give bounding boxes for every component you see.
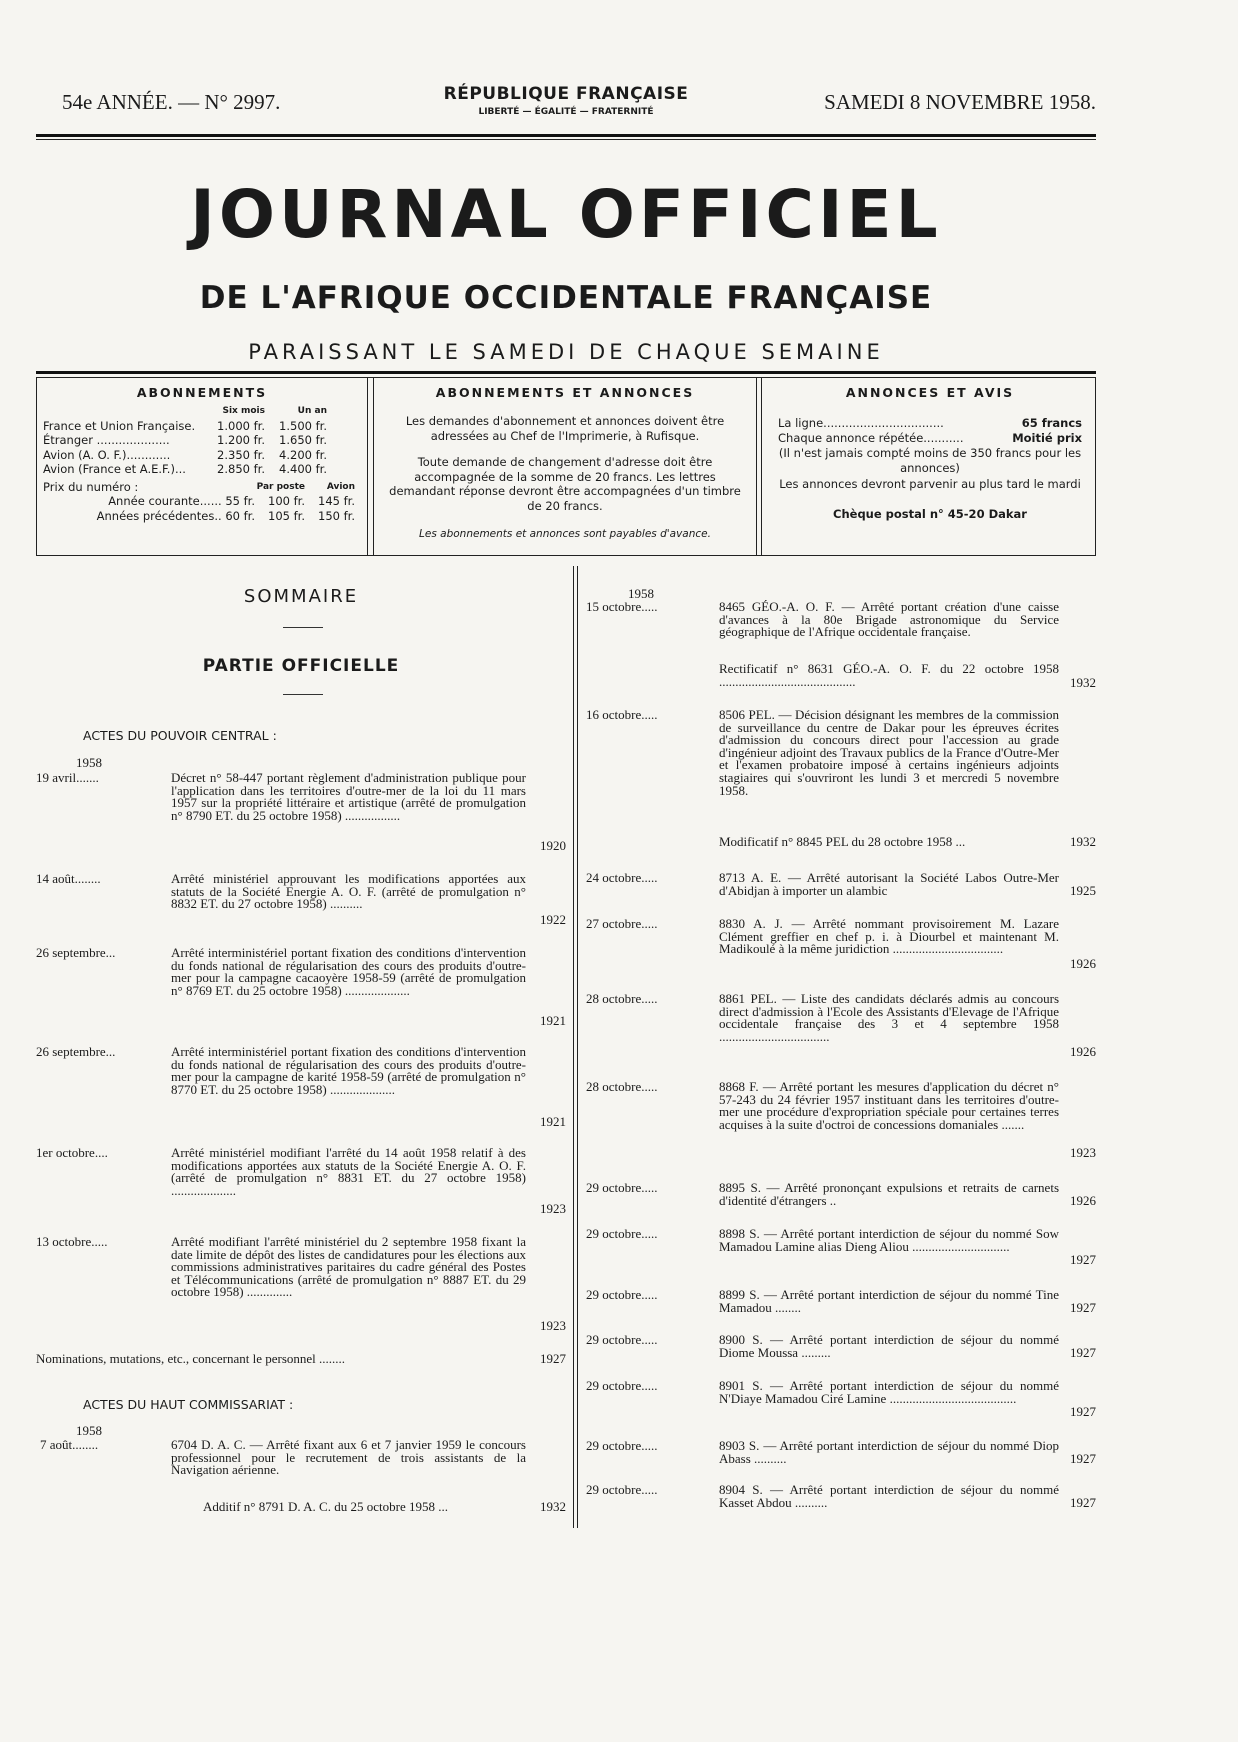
header-rule [36, 134, 1096, 137]
sommaire-rule [283, 627, 323, 628]
sommaire-entry: 28 octobre..... 8861 PEL. — Liste des candidats déclarés admis au concours direct d'admission à l'Ecole des Assistants d'Elevage de l'Afrique occidentale française des 3 et 4 septembre 1958 .................................. 1926 [586, 991, 1096, 1059]
republic-label: RÉPUBLIQUE FRANÇAISE [443, 84, 689, 104]
tagline-rule [36, 371, 1096, 374]
partie-officielle-heading: PARTIE OFFICIELLE [202, 656, 400, 676]
cheque-postal: Chèque postal n° 45-20 Dakar [833, 506, 1027, 521]
sommaire-entry: 26 septembre... Arrêté interministériel portant fixation des conditions d'intervention du fonds national de régularisation des cours des produits d'outre-mer pour la campagne de karité 1958-59 (arrêté de promulgation n° 8770 ET. du 25 octobre 1958) .................... 1921 [36, 1044, 566, 1129]
col-par-poste: Par poste [256, 481, 305, 492]
col-avion: Avion [326, 481, 355, 492]
sommaire-entry: 13 octobre..... Arrêté modifiant l'arrêté ministériel du 2 septembre 1958 fixant la date limite de dépôt des listes de candidatures pour les élections aux commissions administratives paritaires du cadre général des Postes et Télécommunications (arrêté de promulgation n° 8887 ET. du 29 octobre 1958) .............. 1923 [36, 1234, 566, 1333]
price-row: Années précédentes.. 60 fr. 105 fr. 150 fr. [96, 508, 355, 523]
ligne-label: La ligne................................. [778, 416, 944, 430]
sommaire-entry: 27 octobre..... 8830 A. J. — Arrêté nommant provisoirement M. Lazare Clément greffier en chef p. i. à Diourbel et maintenant M. Madikoulé à la même juridiction .................................. 1926 [586, 916, 1096, 971]
address-paragraph: Les demandes d'abonnement et annonces doivent être adressées au Chef de l'Imprimerie, à Rufisque. [405, 414, 725, 443]
price-row: France et Union Française. 1.000 fr. 1.500 fr. [43, 418, 327, 433]
col-six-mois: Six mois [222, 406, 265, 416]
sommaire-entry: 29 octobre..... 8898 S. — Arrêté portant interdiction de séjour du nommé Sow Mamadou Lamine alias Dieng Aliou .............................. 1927 [586, 1226, 1096, 1267]
price-row: Avion (A. O. F.)............ 2.350 fr. 4.200 fr. [43, 447, 327, 462]
sommaire-entry: 1er octobre.... Arrêté ministériel modifiant l'arrêté du 14 août 1958 relatif à des modifications apportées aux statuts de la Société Energie A. O. F. (arrêté de promulgation n° 8831 ET. du 27 octobre 1958) .................... 1923 [36, 1145, 566, 1216]
column-divider [573, 566, 574, 1528]
journal-subtitle: DE L'AFRIQUE OCCIDENTALE FRANÇAISE [199, 280, 933, 316]
abonnements-column [37, 378, 368, 555]
sommaire-entry: 28 octobre..... 8868 F. — Arrêté portant les mesures d'application du décret n° 57-243 du 24 février 1957 instituant dans les territoires d'outre-mer une procédure d'expropriation spéciale pour certaines terres acquises à la suite d'octroi de concessions domaniales ....... 1923 [586, 1079, 1096, 1160]
year-label: 1958 [628, 586, 654, 601]
section-pouvoir-central: ACTES DU POUVOIR CENTRAL : [83, 728, 277, 743]
sommaire-entry: 29 octobre..... 8904 S. — Arrêté portant interdiction de séjour du nommé Kasset Abdou .......... 1927 [586, 1482, 1096, 1510]
price-row: Avion (France et A.E.F.)... 2.850 fr. 4.400 fr. [43, 462, 327, 476]
ligne-price: 65 francs [1021, 416, 1082, 430]
year-label: 1958 [76, 1423, 102, 1438]
col-un-an: Un an [297, 406, 327, 416]
motto: LIBERTÉ — ÉGALITÉ — FRATERNITÉ [478, 107, 654, 117]
sommaire-entry: 19 avril....... Décret n° 58-447 portant règlement d'administration publique pour l'application dans les territoires d'outre-mer de la loi du 11 mars 1957 sur la propriété littéraire et artistique (arrêté de promulgation n° 8790 ET. du 25 octobre 1958) ................. 1920 [36, 770, 566, 853]
section-haut-commissariat: ACTES DU HAUT COMMISSARIAT : [83, 1397, 294, 1412]
price-row: Année courante...... 55 fr. 100 fr. 145 fr. [108, 494, 355, 508]
nominations-entry: Nominations, mutations, etc., concernant le personnel ........ 1927 [36, 1351, 566, 1366]
issue-date: SAMEDI 8 NOVEMBRE 1958. [824, 90, 1096, 114]
sommaire-entry: 26 septembre... Arrêté interministériel portant fixation des conditions d'intervention du fonds national de régularisation des cours des produits d'outre-mer pour la campagne cacaoyère 1958-59 (arrêté de promulgation n° 8769 ET. du 25 octobre 1958) .................... 1921 [36, 945, 566, 1028]
deadline-note: Les annonces devront parvenir au plus tard le mardi [779, 477, 1081, 491]
sommaire-entry: 15 octobre..... 8465 GÉO.-A. O. F. — Arrêté portant création d'une caisse d'avances à la 80e Brigade astronomique du Service géographique de l'Afrique occidentale française. Rectificatif n° 8631 GÉO.-A. O. F. du 22 octobre 1958 .......................................... 1932 [586, 599, 1096, 690]
prix-numero-label: Prix du numéro : [43, 479, 139, 494]
sommaire-entry: 29 octobre..... 8895 S. — Arrêté prononçant expulsions et retraits de carnets d'identité d'étrangers .. 1926 [586, 1180, 1096, 1208]
sommaire-heading: SOMMAIRE [243, 586, 359, 607]
abonnements-heading: ABONNEMENTS [136, 385, 268, 400]
annonces-avis-column [761, 378, 1098, 555]
sommaire-entry: 29 octobre..... 8901 S. — Arrêté portant interdiction de séjour du nommé N'Diaye Mamadou Ciré Lamine ....................................... 1927 [586, 1378, 1096, 1419]
payment-note: Les abonnements et annonces sont payables d'avance. [419, 528, 711, 540]
subscription-box [36, 377, 1096, 556]
sommaire-entry: 7 août........ 6704 D. A. C. — Arrêté fixant aux 6 et 7 janvier 1959 le concours professionnel pour le recrutement de trois assistants de la Navigation aérienne. Additif n° 8791 D. A. C. du 25 octobre 1958 ... 1932 [40, 1437, 566, 1514]
journal-tagline: PARAISSANT LE SAMEDI DE CHAQUE SEMAINE [248, 340, 884, 364]
journal-title: JOURNAL OFFICIEL [190, 176, 942, 253]
abonnements-annonces-heading: ABONNEMENTS ET ANNONCES [435, 385, 695, 400]
repetee-label: Chaque annonce répétée........... [778, 431, 964, 445]
minimum-note: (Il n'est jamais compté moins de 350 francs pour les annonces) [778, 446, 1082, 475]
sommaire-entry: 16 octobre..... 8506 PEL. — Décision désignant les membres de la commission de surveillance du centre de Dakar pour les épreuves écrites d'admission du concours direct pour l'accession au grade d'ingénieur adjoint des Travaux publics de la France d'Outre-Mer et l'examen probatoire imposé à certains ingénieurs adjoints stagiaires qui s'ouvriront les lundi 3 et mercredi 5 novembre 1958. Modificatif n° 8845 PEL du 28 octobre 1958 ... 1932 [586, 707, 1096, 849]
sommaire-entry: 24 octobre..... 8713 A. E. — Arrêté autorisant la Société Labos Outre-Mer d'Abidjan à importer un alambic 1925 [586, 870, 1096, 898]
issue-number: 54e ANNÉE. — N° 2997. [62, 90, 281, 114]
sommaire-entry: 29 octobre..... 8900 S. — Arrêté portant interdiction de séjour du nommé Diome Moussa ......... 1927 [586, 1332, 1096, 1360]
sommaire-entry: 29 octobre..... 8899 S. — Arrêté portant interdiction de séjour du nommé Tine Mamadou ........ 1927 [586, 1287, 1096, 1315]
partie-rule [283, 694, 323, 695]
price-row: Étranger .................... 1.200 fr. 1.650 fr. [43, 433, 327, 447]
annonces-avis-heading: ANNONCES ET AVIS [845, 385, 1015, 400]
year-label: 1958 [76, 755, 102, 770]
abonnements-annonces-column [373, 378, 757, 555]
column-divider [577, 566, 578, 1528]
sommaire-entry: 14 août........ Arrêté ministériel approuvant les modifications apportées aux statuts de la Société Energie A. O. F. (arrêté de promulgation n° 8832 ET. du 27 octobre 1958) .......... 1922 [36, 871, 566, 927]
header-rule-thin [36, 139, 1096, 140]
change-address-paragraph: Toute demande de changement d'adresse doit être accompagnée de la somme de 20 francs. Les lettres demandant réponse devront être accompagnées d'un timbre de 20 francs. [389, 455, 741, 513]
sommaire-entry: 29 octobre..... 8903 S. — Arrêté portant interdiction de séjour du nommé Diop Abass .......... 1927 [586, 1438, 1096, 1466]
repetee-price: Moitié prix [1012, 431, 1082, 445]
